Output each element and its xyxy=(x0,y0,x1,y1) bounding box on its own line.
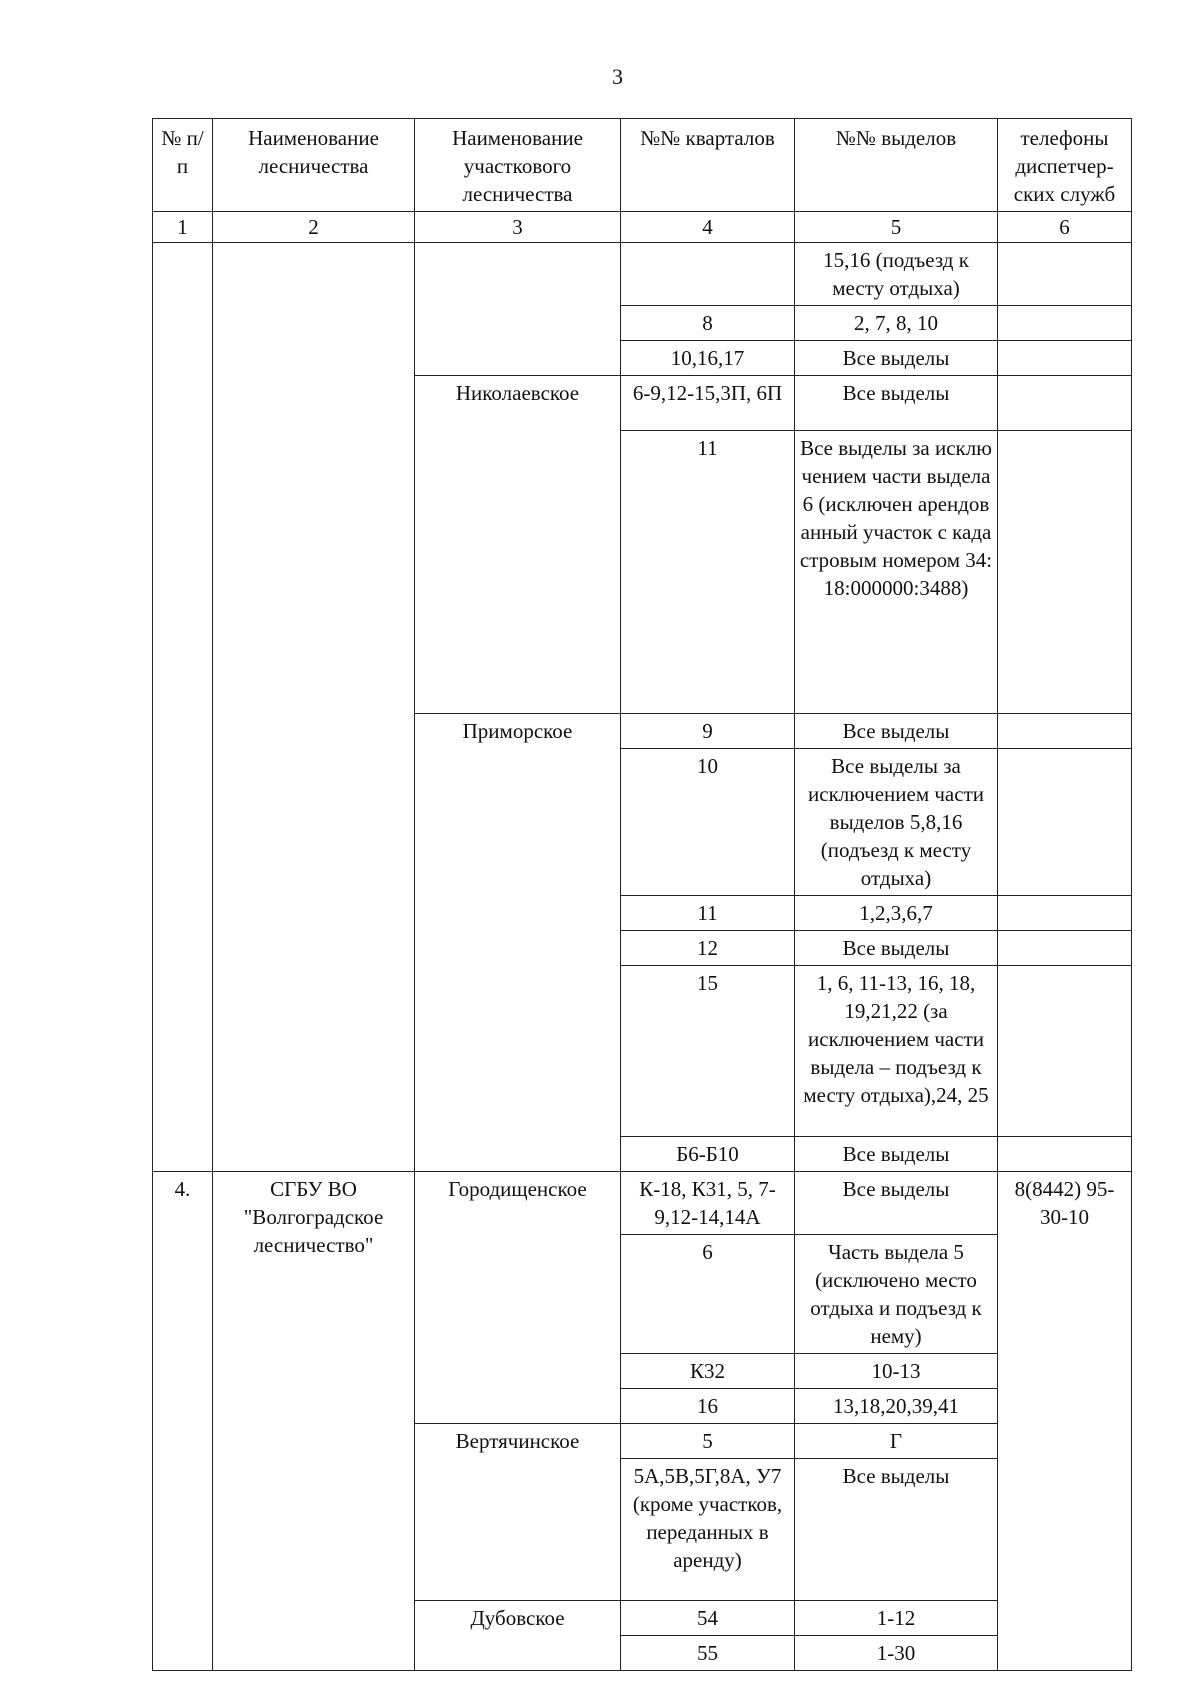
sections-cell: 2, 7, 8, 10 xyxy=(795,306,998,341)
district-cell: Приморское xyxy=(415,714,621,1172)
sections-cell: Часть выдела 5 (исключено место отдыха и подъезд к нему) xyxy=(795,1235,998,1354)
sections-cell: Все выделы xyxy=(795,1137,998,1172)
sections-cell: 1,2,3,6,7 xyxy=(795,896,998,931)
quarters-cell: 11 xyxy=(621,431,795,714)
forest-areas-table xyxy=(152,118,1132,1671)
header-row xyxy=(153,119,1132,212)
quarters-cell: 55 xyxy=(621,1636,795,1671)
sections-cell: 10-13 xyxy=(795,1354,998,1389)
column-number: 1 xyxy=(153,212,213,243)
quarters-cell xyxy=(621,243,795,306)
quarters-cell: 8 xyxy=(621,306,795,341)
sections-cell: Все выделы xyxy=(795,1172,998,1235)
sections-cell: 1-30 xyxy=(795,1636,998,1671)
sections-cell: 15,16 (подъезд к месту отдыха) xyxy=(795,243,998,306)
quarters-cell: Б6-Б10 xyxy=(621,1137,795,1172)
quarters-cell: 10 xyxy=(621,749,795,896)
header-forestry: Наименование лесничества xyxy=(213,119,415,212)
phone-cell xyxy=(998,749,1132,896)
sections-cell: 13,18,20,39,41 xyxy=(795,1389,998,1424)
quarters-cell: 5А,5В,5Г,8А, У7 (кроме участков, переданных в аренду) xyxy=(621,1459,795,1601)
column-number: 4 xyxy=(621,212,795,243)
quarters-cell: 6-9,12-15,3П, 6П xyxy=(621,376,795,431)
sections-cell: 1-12 xyxy=(795,1601,998,1636)
header-district-forestry: Наименование участкового лесничества xyxy=(415,119,621,212)
header-phones: телефоны диспетчер-ских служб xyxy=(998,119,1132,212)
sections-cell: Все выделы xyxy=(795,376,998,431)
sections-cell: Все выделы за исключением части выделов 5,8,16 (подъезд к месту отдыха) xyxy=(795,749,998,896)
phone-cell xyxy=(998,714,1132,749)
quarters-cell: 16 xyxy=(621,1389,795,1424)
quarters-cell: 6 xyxy=(621,1235,795,1354)
district-cell: Николаевское xyxy=(415,376,621,714)
column-number: 5 xyxy=(795,212,998,243)
column-number-row xyxy=(153,212,1132,243)
phone-cell xyxy=(998,931,1132,966)
table-row xyxy=(153,1172,1132,1235)
column-number: 6 xyxy=(998,212,1132,243)
district-cell: Городищенское xyxy=(415,1172,621,1424)
header-number: № п/п xyxy=(153,119,213,212)
row-number-cell: 4. xyxy=(153,1172,213,1671)
sections-cell: Все выделы за исключением части выдела 6 (исключен арендованный участок с кадастровым номером 34:18:000000:3488) xyxy=(795,431,998,714)
phone-cell xyxy=(998,243,1132,306)
table-row xyxy=(153,243,1132,306)
phone-cell xyxy=(998,341,1132,376)
phone-cell xyxy=(998,306,1132,341)
phone-cell xyxy=(998,1137,1132,1172)
sections-cell: Все выделы xyxy=(795,1459,998,1601)
quarters-cell: К32 xyxy=(621,1354,795,1389)
district-cell: Дубовское xyxy=(415,1601,621,1671)
sections-cell: Все выделы xyxy=(795,714,998,749)
sections-cell: Г xyxy=(795,1424,998,1459)
column-number: 3 xyxy=(415,212,621,243)
forestry-name-cell: СГБУ ВО "Волгоградское лесничество" xyxy=(213,1172,415,1671)
district-cell: Вертячинское xyxy=(415,1424,621,1601)
sections-cell: Все выделы xyxy=(795,931,998,966)
phone-cell xyxy=(998,376,1132,431)
quarters-cell: 5 xyxy=(621,1424,795,1459)
phone-cell xyxy=(998,896,1132,931)
quarters-cell: 54 xyxy=(621,1601,795,1636)
quarters-cell: 12 xyxy=(621,931,795,966)
quarters-cell: К-18, К31, 5, 7-9,12-14,14А xyxy=(621,1172,795,1235)
sections-cell: 1, 6, 11-13, 16, 18, 19,21,22 (за исключением части выдела – подъезд к месту отдыха),24, 25 xyxy=(795,966,998,1137)
quarters-cell: 11 xyxy=(621,896,795,931)
district-cell xyxy=(415,243,621,376)
phone-cell xyxy=(998,431,1132,714)
column-number: 2 xyxy=(213,212,415,243)
forestry-name-cell xyxy=(213,243,415,1172)
quarters-cell: 10,16,17 xyxy=(621,341,795,376)
header-quarters: №№ кварталов xyxy=(621,119,795,212)
page-number: 3 xyxy=(612,64,623,89)
quarters-cell: 15 xyxy=(621,966,795,1137)
sections-cell: Все выделы xyxy=(795,341,998,376)
quarters-cell: 9 xyxy=(621,714,795,749)
header-sections: №№ выделов xyxy=(795,119,998,212)
phone-cell xyxy=(998,966,1132,1137)
phone-cell: 8(8442) 95-30-10 xyxy=(998,1172,1132,1671)
row-number-cell xyxy=(153,243,213,1172)
